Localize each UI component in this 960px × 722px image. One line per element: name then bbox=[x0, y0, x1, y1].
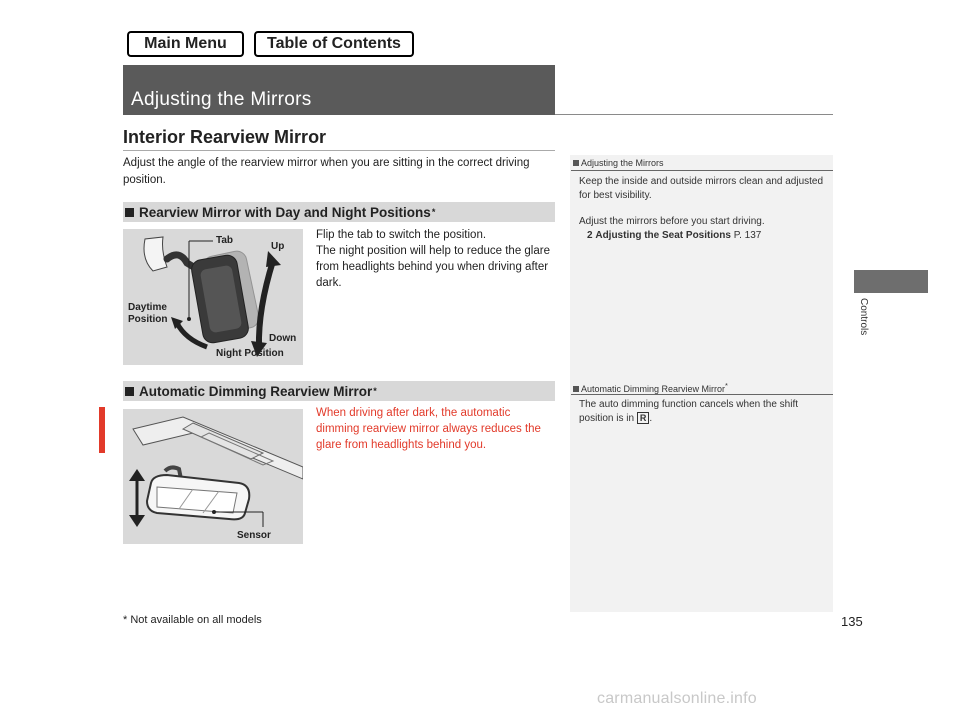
note-adjusting-mirrors-header bbox=[573, 158, 664, 168]
asterisk-mark: * bbox=[725, 381, 728, 390]
reference-arrow-icon: 2 bbox=[587, 229, 593, 241]
controls-chapter-tab[interactable] bbox=[854, 270, 928, 293]
up-label: Up bbox=[271, 241, 285, 252]
auto-dimming-drawing bbox=[123, 409, 303, 544]
title-underline bbox=[555, 114, 833, 115]
day-night-para-1: Flip the tab to switch the position. bbox=[316, 229, 487, 241]
subsection-auto-dimming-title: Automatic Dimming Rearview Mirror bbox=[139, 383, 373, 399]
section-title: Interior Rearview Mirror bbox=[123, 127, 327, 147]
subsection-day-night-header bbox=[123, 202, 555, 222]
note-divider bbox=[571, 170, 833, 171]
note-adjusting-mirrors-body bbox=[579, 175, 824, 242]
auto-dimming-mirror-illustration bbox=[123, 409, 303, 544]
page-title-bar bbox=[123, 65, 555, 115]
watermark: carmanualsonline.info bbox=[597, 690, 757, 707]
table-of-contents-button[interactable]: Table of Contents bbox=[254, 31, 414, 57]
square-bullet-icon bbox=[125, 387, 134, 396]
reference-page: P. 137 bbox=[733, 229, 762, 241]
asterisk-mark: * bbox=[431, 207, 436, 217]
note-adjusting-mirrors-title: Adjusting the Mirrors bbox=[581, 158, 664, 168]
down-label: Down bbox=[269, 333, 297, 344]
note-auto-dimming-header bbox=[573, 381, 728, 394]
night-position-label: Night Position bbox=[216, 348, 284, 359]
note-text-before-driving: Adjust the mirrors before you start driving. bbox=[579, 216, 765, 227]
main-menu-button[interactable]: Main Menu bbox=[127, 31, 244, 57]
note-text-shift: The auto dimming function cancels when the shift position is in bbox=[579, 399, 799, 424]
position-label: Position bbox=[128, 314, 168, 325]
intro-text: Adjust the angle of the rearview mirror when you are sitting in the correct driving position. bbox=[123, 157, 530, 186]
subsection-auto-dimming-header bbox=[123, 381, 555, 401]
controls-chapter-label: Controls bbox=[858, 298, 869, 336]
page-title: Adjusting the Mirrors bbox=[131, 89, 312, 110]
note-icon bbox=[573, 386, 579, 392]
reference-title: Adjusting the Seat Positions bbox=[595, 229, 731, 241]
page-number: 135 bbox=[841, 614, 863, 629]
subsection-day-night-title: Rearview Mirror with Day and Night Positions bbox=[139, 204, 431, 220]
tab-label: Tab bbox=[216, 235, 234, 246]
day-night-para-2: The night position will help to reduce the glare from headlights behind you when driving after dark. bbox=[316, 245, 550, 289]
reverse-gear-icon: R bbox=[637, 412, 650, 424]
day-night-mirror-illustration bbox=[123, 229, 303, 365]
note-period: . bbox=[649, 412, 653, 424]
asterisk-mark: * bbox=[373, 386, 377, 396]
day-night-description bbox=[316, 227, 556, 291]
note-divider bbox=[571, 394, 833, 395]
sensor-label: Sensor bbox=[237, 530, 271, 541]
note-text-clean: Keep the inside and outside mirrors clean and adjusted for best visibility. bbox=[579, 176, 824, 201]
note-auto-dimming-title: Automatic Dimming Rearview Mirror bbox=[581, 384, 726, 394]
note-icon bbox=[573, 160, 579, 166]
square-bullet-icon bbox=[125, 208, 134, 217]
footnote: * Not available on all models bbox=[123, 614, 262, 626]
section-divider bbox=[123, 150, 555, 151]
change-bar-mark bbox=[99, 407, 105, 453]
note-auto-dimming-body bbox=[579, 398, 824, 425]
daytime-label: Daytime bbox=[128, 302, 167, 313]
seat-positions-reference[interactable] bbox=[579, 229, 824, 243]
auto-dimming-description: When driving after dark, the automatic dimming rearview mirror always reduces the glare from headlights behind you. bbox=[316, 407, 541, 451]
